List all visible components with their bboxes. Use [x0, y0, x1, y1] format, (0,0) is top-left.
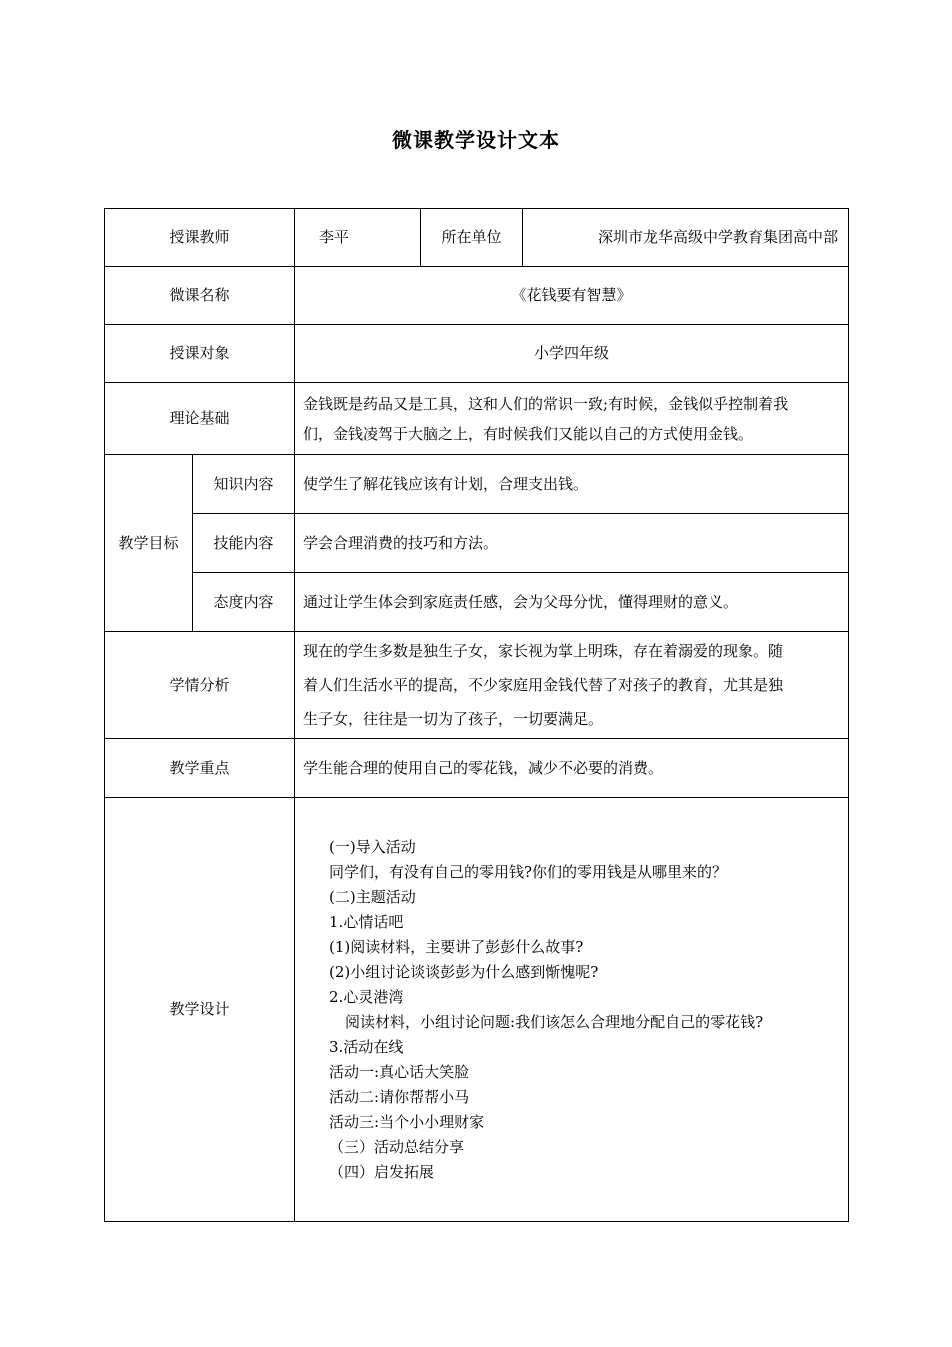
- focus-value: 学生能合理的使用自己的零花钱，减少不必要的消费。: [295, 739, 849, 798]
- analysis-line-2: 着人们生活水平的提高，不少家庭用金钱代替了对孩子的教育，尤其是独: [303, 676, 784, 694]
- focus-label: 教学重点: [105, 739, 295, 798]
- course-name-value: 《花钱要有智慧》: [295, 267, 849, 325]
- analysis-label: 学情分析: [105, 632, 295, 739]
- design-line: 活动二:请你帮帮小马: [329, 1087, 470, 1106]
- design-line: 活动一:真心话大笑脸: [329, 1062, 470, 1081]
- skill-value: 学会合理消费的技巧和方法。: [295, 514, 849, 573]
- analysis-line-1: 现在的学生多数是独生子女，家长视为掌上明珠，存在着溺爱的现象。随: [303, 642, 784, 660]
- teacher-row: [105, 209, 849, 267]
- audience-label: 授课对象: [105, 325, 295, 383]
- teacher-label: 授课教师: [105, 209, 295, 267]
- audience-row: [105, 325, 849, 383]
- attitude-label: 态度内容: [193, 573, 295, 632]
- design-line: （三）活动总结分享: [329, 1137, 465, 1156]
- audience-value: 小学四年级: [295, 325, 849, 383]
- design-line: 3.活动在线: [329, 1037, 404, 1056]
- objective-knowledge-row: [105, 455, 849, 514]
- design-line: 1.心情话吧: [329, 912, 404, 931]
- page-title: 微课教学设计文本: [392, 128, 560, 152]
- design-line: 活动三:当个小小理财家: [329, 1112, 485, 1131]
- analysis-row: [105, 632, 849, 739]
- objective-attitude-row: [105, 573, 849, 632]
- attitude-value: 通过让学生体会到家庭责任感，会为父母分忧，懂得理财的意义。: [295, 573, 849, 632]
- knowledge-value: 使学生了解花钱应该有计划，合理支出钱。: [295, 455, 849, 514]
- focus-row: [105, 739, 849, 798]
- design-line: (二)主题活动: [329, 887, 416, 906]
- analysis-value: [295, 632, 849, 739]
- unit-label: 所在单位: [421, 209, 523, 267]
- objective-skill-row: [105, 514, 849, 573]
- unit-value: 深圳市龙华高级中学教育集团高中部: [523, 209, 849, 267]
- design-line: （四）启发拓展: [329, 1162, 435, 1181]
- course-name-row: [105, 267, 849, 325]
- design-content: [295, 798, 849, 1222]
- analysis-line-3: 生子女，往往是一切为了孩子，一切要满足。: [303, 710, 604, 728]
- design-line: (1)阅读材料，主要讲了彭彭什么故事?: [329, 937, 584, 956]
- theory-row: [105, 383, 849, 455]
- teacher-value: 李平: [295, 209, 421, 267]
- design-label: 教学设计: [105, 798, 295, 1222]
- theory-line-1: 金钱既是药品又是工具，这和人们的常识一致;有时候，金钱似乎控制着我: [303, 394, 789, 413]
- design-line: 同学们，有没有自己的零用钱?你们的零用钱是从哪里来的？: [329, 862, 728, 881]
- course-name-label: 微课名称: [105, 267, 295, 325]
- design-line: 2.心灵港湾: [329, 987, 404, 1006]
- theory-value: [295, 383, 849, 455]
- lesson-plan-table: [104, 208, 849, 1222]
- theory-label: 理论基础: [105, 383, 295, 455]
- theory-line-2: 们，金钱凌驾于大脑之上，有时候我们又能以自己的方式使用金钱。: [303, 424, 754, 443]
- skill-label: 技能内容: [193, 514, 295, 573]
- design-line: 阅读材料，小组讨论问题:我们该怎么合理地分配自己的零花钱?: [345, 1012, 764, 1031]
- design-line: (2)小组讨论谈谈彭彭为什么感到惭愧呢?: [329, 962, 599, 981]
- design-row: [105, 798, 849, 1222]
- objectives-label: 教学目标: [105, 455, 193, 632]
- design-line: (一)导入活动: [329, 837, 416, 856]
- knowledge-label: 知识内容: [193, 455, 295, 514]
